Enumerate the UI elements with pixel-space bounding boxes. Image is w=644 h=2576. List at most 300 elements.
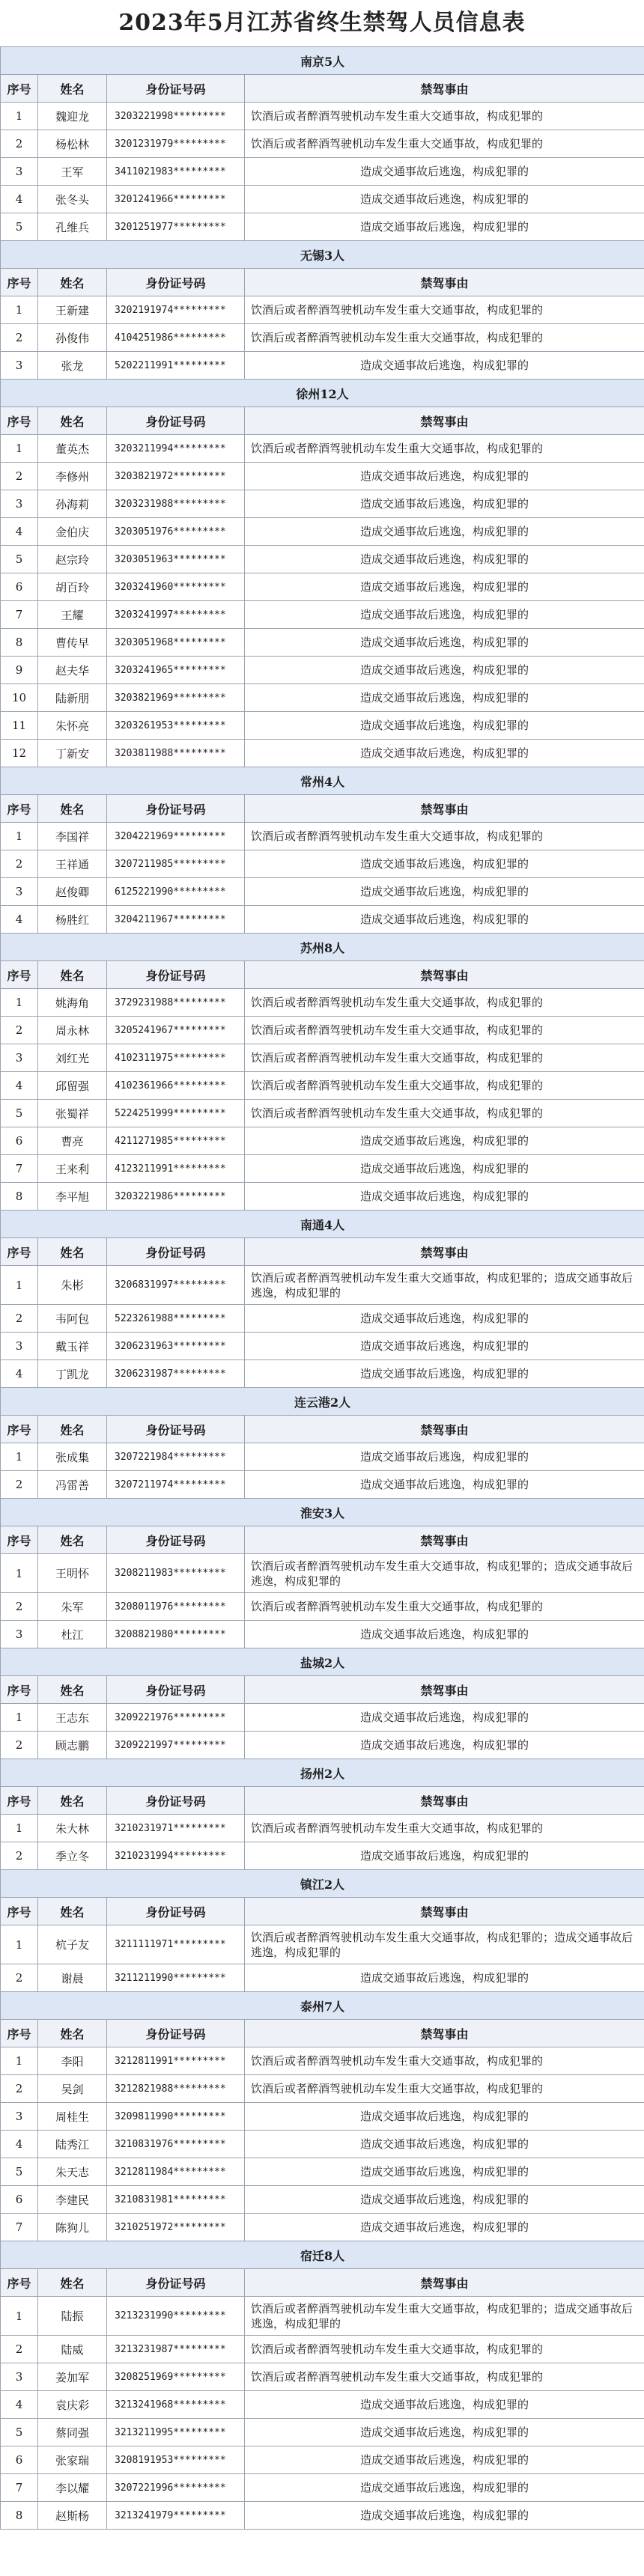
page-title: 2023年5月江苏省终生禁驾人员信息表 [118,10,526,36]
header-reason: 禁驾事由 [245,1526,644,1554]
row-id: 3411021983********* [107,158,245,186]
header-name: 姓名 [38,1526,107,1554]
table-row [1,1964,644,1992]
row-seq: 2 [1,324,38,352]
table-row [1,850,644,878]
row-reason: 造成交通事故后逃逸，构成犯罪的 [245,684,644,712]
table-row [1,1183,644,1211]
table-row [1,906,644,934]
row-name: 刘红光 [38,1044,107,1072]
row-name: 曹传早 [38,629,107,657]
row-seq: 4 [1,518,38,546]
row-id: 3201241966********* [107,186,245,213]
table-row [1,296,644,324]
header-seq: 序号 [1,1526,38,1554]
row-seq: 3 [1,878,38,906]
table-row [1,740,644,767]
table-row [1,435,644,463]
row-reason: 造成交通事故后逃逸，构成犯罪的 [245,2158,644,2186]
row-id: 3203221986********* [107,1183,245,1211]
row-reason: 饮酒后或者醉酒驾驶机动车发生重大交通事故，构成犯罪的 [245,1593,644,1621]
row-reason: 造成交通事故后逃逸，构成犯罪的 [245,2474,644,2502]
row-reason: 造成交通事故后逃逸，构成犯罪的 [245,740,644,767]
row-name: 李阳 [38,2047,107,2075]
table-row [1,1842,644,1870]
row-id: 3206831997********* [107,1266,245,1305]
row-name: 陈狗儿 [38,2214,107,2241]
header-reason: 禁驾事由 [245,75,644,103]
row-seq: 1 [1,1266,38,1305]
row-reason: 造成交通事故后逃逸，构成犯罪的 [245,2446,644,2474]
row-seq: 4 [1,186,38,213]
header-reason: 禁驾事由 [245,795,644,823]
row-reason: 造成交通事故后逃逸，构成犯罪的 [245,1183,644,1211]
row-seq: 4 [1,2391,38,2419]
row-seq: 7 [1,2474,38,2502]
row-id: 3204211967********* [107,906,245,934]
row-id: 3211111971********* [107,1925,245,1964]
row-reason: 饮酒后或者醉酒驾驶机动车发生重大交通事故，构成犯罪的 [245,2047,644,2075]
row-seq: 6 [1,573,38,601]
row-seq: 2 [1,1732,38,1759]
row-seq: 3 [1,1333,38,1360]
table-row [1,1593,644,1621]
table-row [1,2502,644,2530]
row-name: 赵斯杨 [38,2502,107,2530]
row-seq: 1 [1,2297,38,2336]
column-header-row [1,1526,644,1554]
row-id: 3206231963********* [107,1333,245,1360]
row-seq: 3 [1,2103,38,2131]
row-name: 孙俊伟 [38,324,107,352]
row-name: 金伯庆 [38,518,107,546]
row-name: 张龙 [38,352,107,380]
header-seq: 序号 [1,269,38,296]
row-seq: 5 [1,213,38,241]
row-id: 5224251999********* [107,1100,245,1127]
table-row [1,878,644,906]
row-seq: 1 [1,1925,38,1964]
header-name: 姓名 [38,1787,107,1815]
row-name: 魏迎龙 [38,103,107,130]
table-row [1,1443,644,1471]
row-name: 蔡同强 [38,2419,107,2446]
row-seq: 2 [1,463,38,490]
table-row [1,2446,644,2474]
header-id: 身份证号码 [107,269,245,296]
header-seq: 序号 [1,2020,38,2047]
row-reason: 造成交通事故后逃逸，构成犯罪的 [245,2391,644,2419]
header-id: 身份证号码 [107,2020,245,2047]
row-name: 丁凯龙 [38,1360,107,1388]
row-id: 3203241965********* [107,657,245,684]
header-reason: 禁驾事由 [245,961,644,989]
row-id: 3207211985********* [107,850,245,878]
row-id: 3203231988********* [107,490,245,518]
row-reason: 造成交通事故后逃逸，构成犯罪的 [245,1127,644,1155]
city-header: 扬州2人 [1,1759,644,1787]
column-header-row [1,2269,644,2297]
row-name: 季立冬 [38,1842,107,1870]
header-id: 身份证号码 [107,1416,245,1443]
table-row [1,1471,644,1499]
row-name: 丁新安 [38,740,107,767]
row-seq: 2 [1,1305,38,1333]
row-reason: 造成交通事故后逃逸，构成犯罪的 [245,1732,644,1759]
city-header-row [1,1870,644,1898]
column-header-row [1,795,644,823]
column-header-row [1,1676,644,1704]
row-seq: 5 [1,2158,38,2186]
row-id: 3209221976********* [107,1704,245,1732]
table-row [1,103,644,130]
row-seq: 2 [1,850,38,878]
city-header-row [1,241,644,269]
column-header-row [1,1898,644,1925]
header-reason: 禁驾事由 [245,1676,644,1704]
city-header: 淮安3人 [1,1499,644,1526]
row-seq: 5 [1,2419,38,2446]
row-seq: 2 [1,1842,38,1870]
row-seq: 6 [1,2186,38,2214]
table-row [1,2131,644,2158]
table-row [1,2336,644,2363]
row-seq: 5 [1,546,38,573]
row-reason: 造成交通事故后逃逸，构成犯罪的 [245,906,644,934]
city-header: 南京5人 [1,47,644,75]
row-id: 3203241960********* [107,573,245,601]
row-seq: 6 [1,1127,38,1155]
row-name: 赵宗玲 [38,546,107,573]
row-seq: 1 [1,103,38,130]
row-reason: 造成交通事故后逃逸，构成犯罪的 [245,1443,644,1471]
column-header-row [1,961,644,989]
row-name: 王军 [38,158,107,186]
row-reason: 饮酒后或者醉酒驾驶机动车发生重大交通事故，构成犯罪的 [245,435,644,463]
table-row [1,1925,644,1964]
header-name: 姓名 [38,1898,107,1925]
row-id: 3210251972********* [107,2214,245,2241]
row-name: 周桂生 [38,2103,107,2131]
table-row [1,1266,644,1305]
header-reason: 禁驾事由 [245,1416,644,1443]
city-header-row [1,1499,644,1526]
city-header: 镇江2人 [1,1870,644,1898]
row-seq: 11 [1,712,38,740]
header-name: 姓名 [38,1416,107,1443]
header-name: 姓名 [38,407,107,435]
row-name: 李以耀 [38,2474,107,2502]
row-reason: 造成交通事故后逃逸，构成犯罪的 [245,1964,644,1992]
header-id: 身份证号码 [107,961,245,989]
row-seq: 5 [1,1100,38,1127]
row-id: 3213231990********* [107,2297,245,2336]
table-row [1,2075,644,2103]
row-id: 5223261988********* [107,1305,245,1333]
row-seq: 1 [1,1815,38,1842]
table-row [1,1815,644,1842]
row-reason: 造成交通事故后逃逸，构成犯罪的 [245,2186,644,2214]
row-id: 3212811991********* [107,2047,245,2075]
ban-table-body [1,47,644,2530]
row-name: 邱留强 [38,1072,107,1100]
city-header: 连云港2人 [1,1388,644,1416]
row-seq: 2 [1,1017,38,1044]
row-id: 3203051976********* [107,518,245,546]
header-seq: 序号 [1,795,38,823]
header-id: 身份证号码 [107,1526,245,1554]
row-reason: 饮酒后或者醉酒驾驶机动车发生重大交通事故，构成犯罪的；造成交通事故后逃逸，构成犯罪的 [245,1925,644,1964]
row-reason: 造成交通事故后逃逸，构成犯罪的 [245,1360,644,1388]
header-id: 身份证号码 [107,75,245,103]
header-name: 姓名 [38,1676,107,1704]
row-seq: 9 [1,657,38,684]
table-row [1,2391,644,2419]
row-reason: 造成交通事故后逃逸，构成犯罪的 [245,1471,644,1499]
row-name: 张家瑞 [38,2446,107,2474]
header-id: 身份证号码 [107,1676,245,1704]
row-reason: 造成交通事故后逃逸，构成犯罪的 [245,2419,644,2446]
row-reason: 造成交通事故后逃逸，构成犯罪的 [245,158,644,186]
row-id: 3210231971********* [107,1815,245,1842]
row-name: 陆振 [38,2297,107,2336]
row-seq: 2 [1,1964,38,1992]
row-id: 3213241968********* [107,2391,245,2419]
row-id: 6125221990********* [107,878,245,906]
city-header: 常州4人 [1,767,644,795]
row-id: 3213231987********* [107,2336,245,2363]
row-id: 3213241979********* [107,2502,245,2530]
header-seq: 序号 [1,75,38,103]
header-name: 姓名 [38,2269,107,2297]
row-reason: 造成交通事故后逃逸，构成犯罪的 [245,2502,644,2530]
row-name: 周永林 [38,1017,107,1044]
row-name: 姜加军 [38,2363,107,2391]
row-seq: 12 [1,740,38,767]
row-name: 王来利 [38,1155,107,1183]
row-seq: 4 [1,2131,38,2158]
table-row [1,1360,644,1388]
row-id: 3213211995********* [107,2419,245,2446]
header-reason: 禁驾事由 [245,1787,644,1815]
table-row [1,712,644,740]
row-reason: 造成交通事故后逃逸，构成犯罪的 [245,1621,644,1648]
row-id: 3208011976********* [107,1593,245,1621]
row-id: 4123211991********* [107,1155,245,1183]
city-header-row [1,767,644,795]
column-header-row [1,1238,644,1266]
row-reason: 造成交通事故后逃逸，构成犯罪的 [245,878,644,906]
row-reason: 造成交通事故后逃逸，构成犯罪的 [245,1704,644,1732]
row-reason: 造成交通事故后逃逸，构成犯罪的 [245,629,644,657]
header-name: 姓名 [38,1238,107,1266]
row-name: 吴剑 [38,2075,107,2103]
row-seq: 2 [1,2336,38,2363]
table-row [1,1155,644,1183]
row-id: 3203211994********* [107,435,245,463]
row-id: 3207221984********* [107,1443,245,1471]
row-seq: 1 [1,296,38,324]
row-reason: 饮酒后或者醉酒驾驶机动车发生重大交通事故，构成犯罪的 [245,1044,644,1072]
table-row [1,2474,644,2502]
row-reason: 造成交通事故后逃逸，构成犯罪的 [245,1842,644,1870]
header-seq: 序号 [1,1676,38,1704]
row-name: 冯雷善 [38,1471,107,1499]
row-id: 3206231987********* [107,1360,245,1388]
row-name: 顾志鹏 [38,1732,107,1759]
table-row [1,324,644,352]
row-name: 李国祥 [38,823,107,850]
row-id: 3208191953********* [107,2446,245,2474]
row-id: 3203261953********* [107,712,245,740]
row-id: 5202211991********* [107,352,245,380]
column-header-row [1,1787,644,1815]
row-seq: 7 [1,1155,38,1183]
table-row [1,989,644,1017]
header-seq: 序号 [1,1787,38,1815]
row-seq: 2 [1,1593,38,1621]
table-row [1,130,644,158]
table-row [1,1072,644,1100]
row-seq: 1 [1,1704,38,1732]
city-header-row [1,1388,644,1416]
row-reason: 造成交通事故后逃逸，构成犯罪的 [245,352,644,380]
city-header: 无锡3人 [1,241,644,269]
row-name: 王新建 [38,296,107,324]
city-header-row [1,1648,644,1676]
table-row [1,1704,644,1732]
row-seq: 3 [1,1621,38,1648]
row-id: 3203051963********* [107,546,245,573]
row-reason: 造成交通事故后逃逸，构成犯罪的 [245,186,644,213]
row-name: 王祥通 [38,850,107,878]
header-seq: 序号 [1,1238,38,1266]
row-name: 王耀 [38,601,107,629]
row-seq: 1 [1,435,38,463]
row-seq: 8 [1,629,38,657]
table-row [1,601,644,629]
row-reason: 造成交通事故后逃逸，构成犯罪的 [245,546,644,573]
row-name: 陆威 [38,2336,107,2363]
table-row [1,546,644,573]
row-id: 3203051968********* [107,629,245,657]
ban-table [0,46,644,2530]
row-id: 3211211990********* [107,1964,245,1992]
row-id: 3208251969********* [107,2363,245,2391]
row-id: 3203821972********* [107,463,245,490]
column-header-row [1,1416,644,1443]
row-reason: 造成交通事故后逃逸，构成犯罪的 [245,850,644,878]
row-seq: 7 [1,601,38,629]
row-name: 杨松林 [38,130,107,158]
row-name: 姚海角 [38,989,107,1017]
table-row [1,657,644,684]
row-seq: 8 [1,1183,38,1211]
table-row [1,2419,644,2446]
row-name: 赵俊卿 [38,878,107,906]
header-reason: 禁驾事由 [245,2269,644,2297]
row-id: 4102361966********* [107,1072,245,1100]
city-header-row [1,1211,644,1238]
row-reason: 饮酒后或者醉酒驾驶机动车发生重大交通事故，构成犯罪的；造成交通事故后逃逸，构成犯罪的 [245,1266,644,1305]
row-id: 3203821969********* [107,684,245,712]
row-id: 3209221997********* [107,1732,245,1759]
row-reason: 饮酒后或者醉酒驾驶机动车发生重大交通事故，构成犯罪的 [245,103,644,130]
header-name: 姓名 [38,795,107,823]
header-seq: 序号 [1,2269,38,2297]
row-name: 张蜀祥 [38,1100,107,1127]
header-name: 姓名 [38,269,107,296]
city-header-row [1,47,644,75]
city-header: 盐城2人 [1,1648,644,1676]
header-id: 身份证号码 [107,2269,245,2297]
row-id: 4102311975********* [107,1044,245,1072]
table-row [1,1100,644,1127]
row-name: 王志东 [38,1704,107,1732]
header-id: 身份证号码 [107,1238,245,1266]
table-row [1,490,644,518]
row-seq: 1 [1,989,38,1017]
row-name: 胡百玲 [38,573,107,601]
city-header-row [1,380,644,407]
table-row [1,186,644,213]
row-reason: 饮酒后或者醉酒驾驶机动车发生重大交通事故，构成犯罪的 [245,823,644,850]
row-seq: 8 [1,2502,38,2530]
row-name: 朱彬 [38,1266,107,1305]
row-seq: 10 [1,684,38,712]
table-row [1,1127,644,1155]
row-name: 陆秀江 [38,2131,107,2158]
row-id: 3201251977********* [107,213,245,241]
row-name: 孙海莉 [38,490,107,518]
row-seq: 1 [1,1443,38,1471]
row-id: 3204221969********* [107,823,245,850]
row-name: 李平旭 [38,1183,107,1211]
table-row [1,2297,644,2336]
table-row [1,684,644,712]
table-row [1,463,644,490]
row-reason: 饮酒后或者醉酒驾驶机动车发生重大交通事故，构成犯罪的 [245,2075,644,2103]
column-header-row [1,269,644,296]
row-id: 3207221996********* [107,2474,245,2502]
row-seq: 6 [1,2446,38,2474]
table-row [1,573,644,601]
row-name: 杜江 [38,1621,107,1648]
row-id: 3729231988********* [107,989,245,1017]
row-reason: 造成交通事故后逃逸，构成犯罪的 [245,1155,644,1183]
row-seq: 1 [1,823,38,850]
city-header: 泰州7人 [1,1992,644,2020]
row-reason: 饮酒后或者醉酒驾驶机动车发生重大交通事故，构成犯罪的 [245,2336,644,2363]
column-header-row [1,407,644,435]
row-reason: 造成交通事故后逃逸，构成犯罪的 [245,712,644,740]
row-seq: 4 [1,906,38,934]
row-id: 3212821988********* [107,2075,245,2103]
city-header: 南通4人 [1,1211,644,1238]
row-id: 3208821980********* [107,1621,245,1648]
row-reason: 造成交通事故后逃逸，构成犯罪的 [245,463,644,490]
table-row [1,158,644,186]
row-reason: 造成交通事故后逃逸，构成犯罪的 [245,2214,644,2241]
row-id: 3212811984********* [107,2158,245,2186]
city-header: 宿迁8人 [1,2241,644,2269]
row-id: 3208211983********* [107,1554,245,1593]
header-reason: 禁驾事由 [245,2020,644,2047]
row-reason: 造成交通事故后逃逸，构成犯罪的 [245,2131,644,2158]
city-header: 苏州8人 [1,934,644,961]
row-seq: 4 [1,1072,38,1100]
row-seq: 3 [1,490,38,518]
